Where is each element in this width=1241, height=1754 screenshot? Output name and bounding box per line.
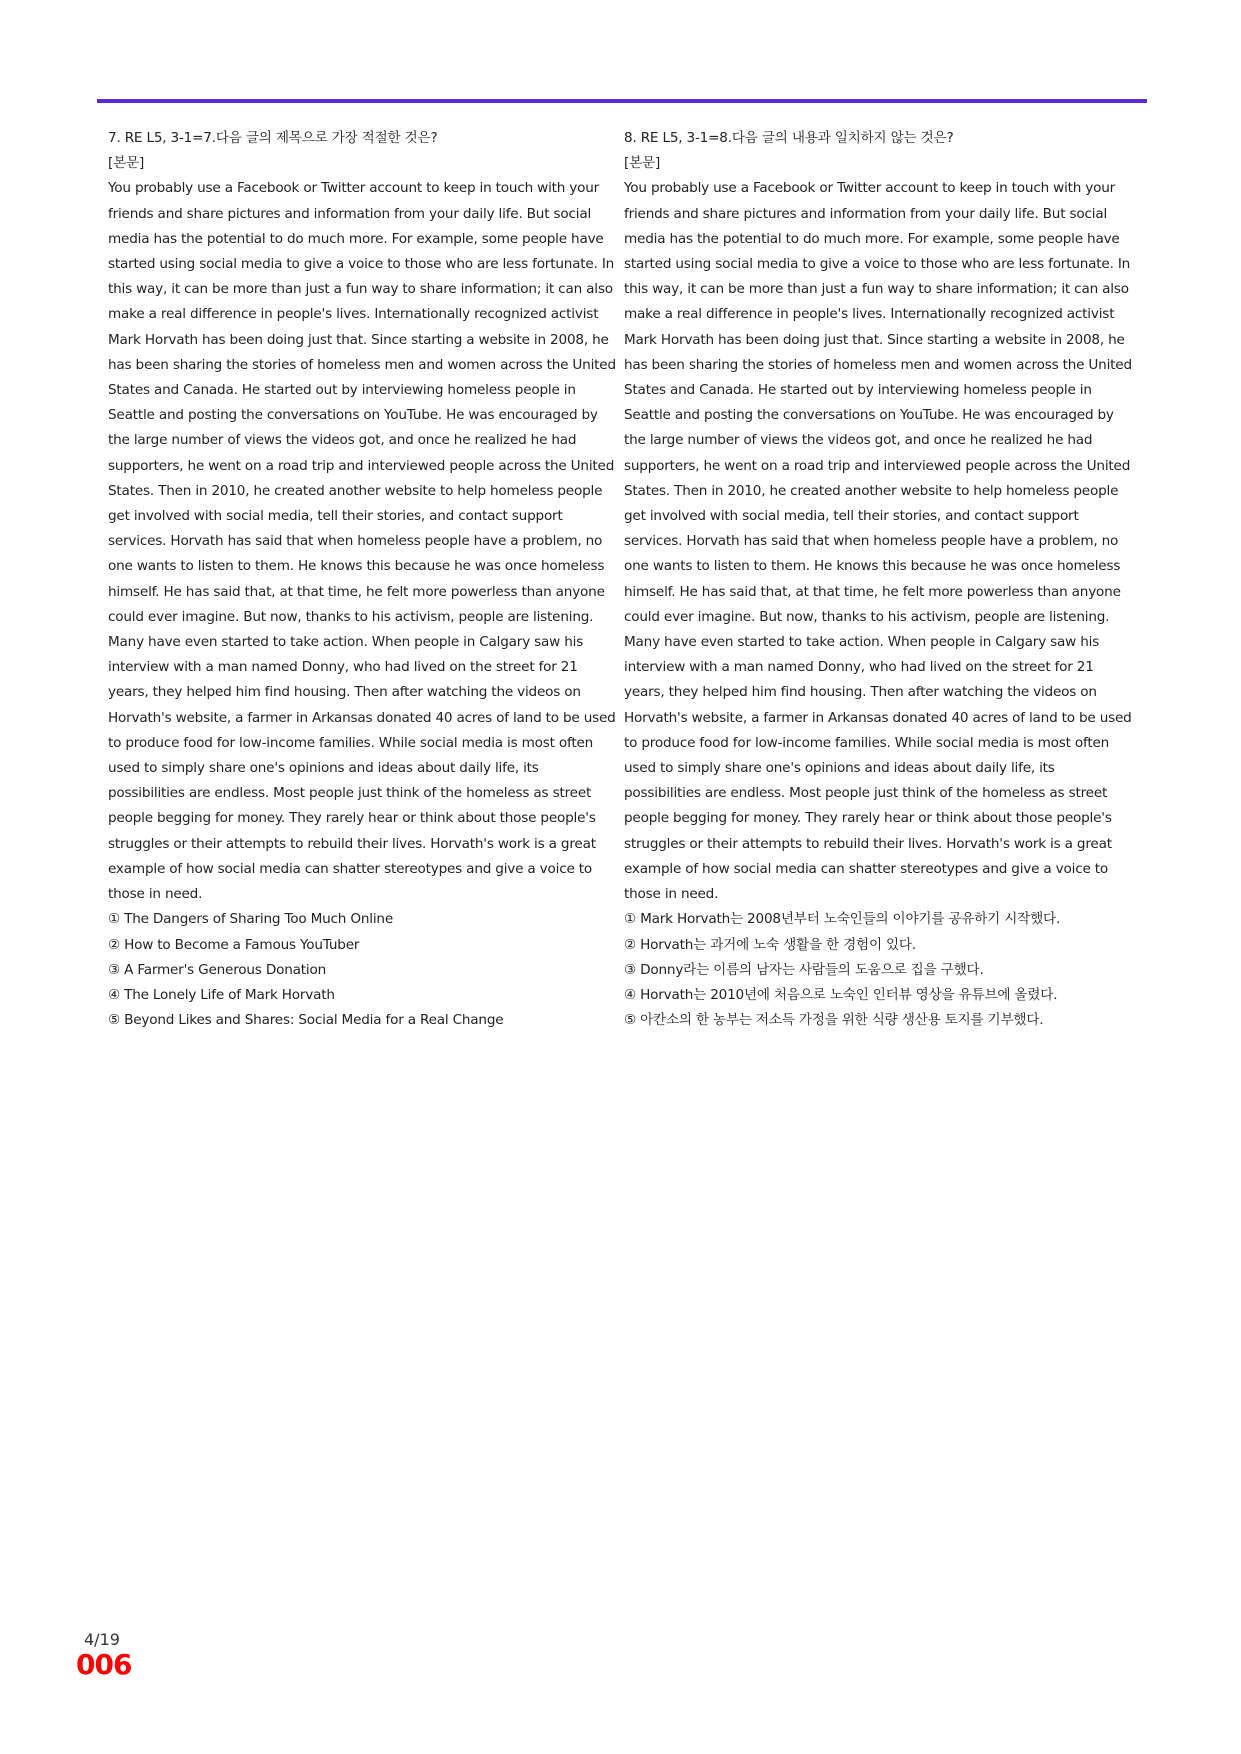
passage-text: You probably use a Facebook or Twitter account to keep in touch with your friends and share pictures and information from your daily life. But social media has the potential to do much more. For example, some people have started using social media to give a voice to those who are less fortunate. In this way, it can be more than just a fun way to share information; it can also make a real difference in people's lives. Internationally recognized activist Mark Horvath has been doing just that. Since starting a website in 2008, he has been sharing the stories of homeless men and women across the United States and Canada. He started out by interviewing homeless people in Seattle and posting the conversations on YouTube. He was encouraged by the large number of views the videos got, and once he realized he had supporters, he went on a road trip and interviewed people across the United States. Then in 2010, he created another website to help homeless people get involved with social media, tell their stories, and contact support services. Horvath has said that when homeless people have a problem, no one wants to listen to them. He knows this because he was once homeless himself. He has said that, at that time, he felt more powerless than anyone could ever imagine. But now, thanks to his activism, people are listening. Many have even started to take action. When people in Calgary saw his interview with a man named Donny, who had lived on the street for 21 years, they helped him find housing. Then after watching the videos on Horvath's website, a farmer in Arkansas donated 40 acres of land to be used to produce food for low-income families. While social media is most often used to simply share one's opinions and ideas about daily life, its possibilities are endless. Most people just think of the homeless as street people begging for money. They rarely hear or think about those people's struggles or their attempts to rebuild their lives. Horvath's work is a great example of how social media can shatter stereotypes and give a voice to those in need. bbox=[624, 180, 1132, 903]
passage-tag: [본문] bbox=[624, 155, 661, 172]
choice-4: ④ Horvath는 2010년에 처음으로 노숙인 인터뷰 영상을 유튜브에 올렸다. bbox=[624, 986, 1058, 1003]
choice-5: ⑤ 아칸소의 한 농부는 저소득 가정을 위한 식량 생산용 토지를 기부했다. bbox=[624, 1012, 1044, 1029]
choice-1: ① Mark Horvath는 2008년부터 노숙인들의 이야기를 공유하기 시작했다. bbox=[624, 911, 1061, 928]
question-header: 8. RE L5, 3-1=8.다음 글의 내용과 일치하지 않는 것은? bbox=[624, 130, 954, 146]
passage-text: You probably use a Facebook or Twitter account to keep in touch with your friends and share pictures and information from your daily life. But social media has the potential to do much more. For example, some people have started using social media to give a voice to those who are less fortunate. In this way, it can be more than just a fun way to share information; it can also make a real difference in people's lives. Internationally recognized activist Mark Horvath has been doing just that. Since starting a website in 2008, he has been sharing the stories of homeless men and women across the United States and Canada. He started out by interviewing homeless people in Seattle and posting the conversations on YouTube. He was encouraged by the large number of views the videos got, and once he realized he had supporters, he went on a road trip and interviewed people across the United States. Then in 2010, he created another website to help homeless people get involved with social media, tell their stories, and contact support services. Horvath has said that when homeless people have a problem, no one wants to listen to them. He knows this because he was once homeless himself. He has said that, at that time, he felt more powerless than anyone could ever imagine. But now, thanks to his activism, people are listening. Many have even started to take action. When people in Calgary saw his interview with a man named Donny, who had lived on the street for 21 years, they helped him find housing. Then after watching the videos on Horvath's website, a farmer in Arkansas donated 40 acres of land to be used to produce food for low-income families. While social media is most often used to simply share one's opinions and ideas about daily life, its possibilities are endless. Most people just think of the homeless as street people begging for money. They rarely hear or think about those people's struggles or their attempts to rebuild their lives. Horvath's work is a great example of how social media can shatter stereotypes and give a voice to those in need. bbox=[108, 180, 616, 903]
answer-choices bbox=[108, 907, 618, 1033]
answer-choices bbox=[624, 907, 1134, 1033]
choice-2: ② Horvath는 과거에 노숙 생활을 한 경험이 있다. bbox=[624, 936, 916, 953]
page-code: 006 bbox=[76, 1648, 132, 1681]
choice-3: ③ Donny라는 이름의 남자는 사람들의 도움으로 집을 구했다. bbox=[624, 961, 984, 978]
passage-tag: [본문] bbox=[108, 155, 145, 172]
choice-1: ① The Dangers of Sharing Too Much Online bbox=[108, 911, 393, 928]
question-7 bbox=[108, 126, 618, 1033]
choice-4: ④ The Lonely Life of Mark Horvath bbox=[108, 986, 335, 1003]
choice-2: ② How to Become a Famous YouTuber bbox=[108, 936, 360, 953]
choice-3: ③ A Farmer's Generous Donation bbox=[108, 961, 326, 978]
top-divider-rule bbox=[97, 99, 1147, 103]
choice-5: ⑤ Beyond Likes and Shares: Social Media for a Real Change bbox=[108, 1012, 504, 1029]
page-number: 4/19 bbox=[84, 1630, 120, 1649]
question-header: 7. RE L5, 3-1=7.다음 글의 제목으로 가장 적절한 것은? bbox=[108, 130, 438, 146]
question-8 bbox=[624, 126, 1134, 1033]
